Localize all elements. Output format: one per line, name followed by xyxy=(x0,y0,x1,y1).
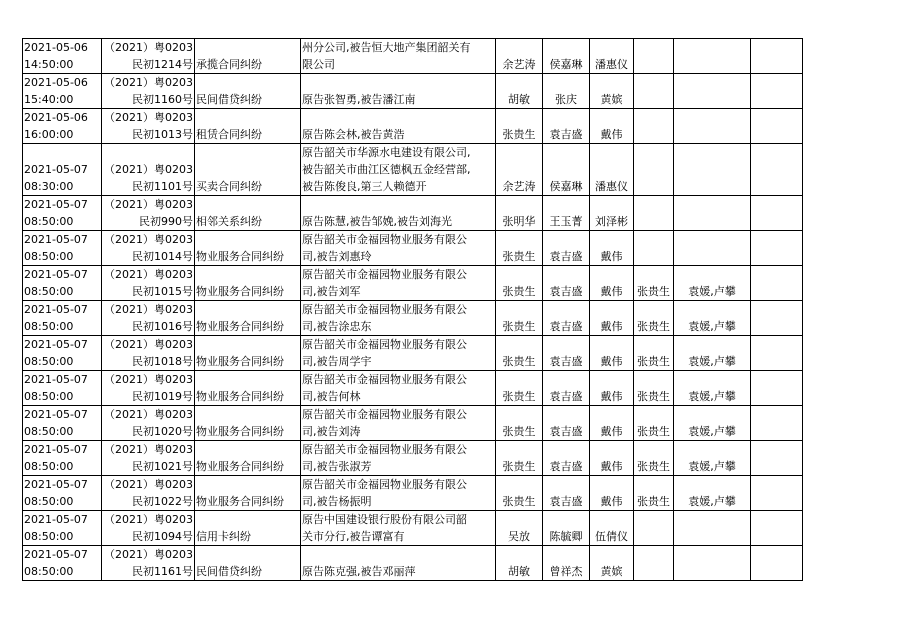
juror1-cell: 袁吉盛 xyxy=(543,231,590,266)
parties-cell: 原告韶关市金福园物业服务有限公 司,被告杨振明 xyxy=(301,476,496,511)
juror2-cell: 戴伟 xyxy=(590,406,634,441)
parties-cell: 原告韶关市华源水电建设有限公司, 被告韶关市曲江区德枫五金经营部, 被告陈俊良,第三人赖德开 xyxy=(301,144,496,196)
clerk-cell xyxy=(634,144,674,196)
judge-cell: 张贵生 xyxy=(496,476,543,511)
juror1-cell: 王玉菁 xyxy=(543,196,590,231)
juror2-cell: 戴伟 xyxy=(590,266,634,301)
extra1-cell xyxy=(674,144,751,196)
clerk-cell xyxy=(634,39,674,74)
table-row xyxy=(23,476,803,511)
table-row xyxy=(23,109,803,144)
extra2-cell xyxy=(751,144,803,196)
case-number-cell: （2021）粤0203 民初1013号 xyxy=(102,109,195,144)
extra1-cell: 袁媛,卢攀 xyxy=(674,406,751,441)
juror1-cell: 陈毓卿 xyxy=(543,511,590,546)
juror2-cell: 戴伟 xyxy=(590,371,634,406)
judge-cell: 张贵生 xyxy=(496,371,543,406)
clerk-cell xyxy=(634,74,674,109)
case-number-cell: （2021）粤0203 民初1014号 xyxy=(102,231,195,266)
clerk-cell: 张贵生 xyxy=(634,336,674,371)
cause-cell: 买卖合同纠纷 xyxy=(195,144,301,196)
extra2-cell xyxy=(751,371,803,406)
cause-cell: 物业服务合同纠纷 xyxy=(195,301,301,336)
extra1-cell: 袁媛,卢攀 xyxy=(674,336,751,371)
juror2-cell: 戴伟 xyxy=(590,336,634,371)
case-number-cell: （2021）粤0203 民初1015号 xyxy=(102,266,195,301)
table-row xyxy=(23,39,803,74)
clerk-cell xyxy=(634,109,674,144)
cause-cell: 物业服务合同纠纷 xyxy=(195,371,301,406)
cause-cell: 相邻关系纠纷 xyxy=(195,196,301,231)
hearing-schedule-table xyxy=(22,38,803,581)
time-cell: 2021-05-07 08:50:00 xyxy=(23,441,102,476)
judge-cell: 张贵生 xyxy=(496,266,543,301)
parties-cell: 原告陈会林,被告黄浩 xyxy=(301,109,496,144)
case-number-cell: （2021）粤0203 民初1019号 xyxy=(102,371,195,406)
clerk-cell: 张贵生 xyxy=(634,406,674,441)
time-cell: 2021-05-06 14:50:00 xyxy=(23,39,102,74)
parties-cell: 原告韶关市金福园物业服务有限公 司,被告周学宇 xyxy=(301,336,496,371)
extra1-cell: 袁媛,卢攀 xyxy=(674,476,751,511)
extra2-cell xyxy=(751,231,803,266)
time-cell: 2021-05-07 08:50:00 xyxy=(23,546,102,581)
case-number-cell: （2021）粤0203 民初1161号 xyxy=(102,546,195,581)
extra1-cell xyxy=(674,74,751,109)
case-number-cell: （2021）粤0203 民初1022号 xyxy=(102,476,195,511)
parties-cell: 原告韶关市金福园物业服务有限公 司,被告刘军 xyxy=(301,266,496,301)
parties-cell: 州分公司,被告恒大地产集团韶关有 限公司 xyxy=(301,39,496,74)
cause-cell: 民间借贷纠纷 xyxy=(195,546,301,581)
juror2-cell: 戴伟 xyxy=(590,301,634,336)
judge-cell: 张贵生 xyxy=(496,301,543,336)
juror2-cell: 伍倩仪 xyxy=(590,511,634,546)
juror1-cell: 袁吉盛 xyxy=(543,371,590,406)
judge-cell: 张贵生 xyxy=(496,441,543,476)
clerk-cell: 张贵生 xyxy=(634,266,674,301)
extra1-cell: 袁媛,卢攀 xyxy=(674,266,751,301)
extra2-cell xyxy=(751,74,803,109)
juror1-cell: 袁吉盛 xyxy=(543,266,590,301)
cause-cell: 物业服务合同纠纷 xyxy=(195,336,301,371)
extra2-cell xyxy=(751,109,803,144)
extra1-cell: 袁媛,卢攀 xyxy=(674,371,751,406)
parties-cell: 原告韶关市金福园物业服务有限公 司,被告涂忠东 xyxy=(301,301,496,336)
clerk-cell xyxy=(634,511,674,546)
juror1-cell: 袁吉盛 xyxy=(543,406,590,441)
table-row xyxy=(23,336,803,371)
time-cell: 2021-05-07 08:50:00 xyxy=(23,336,102,371)
juror1-cell: 侯嘉琳 xyxy=(543,144,590,196)
cause-cell: 民间借贷纠纷 xyxy=(195,74,301,109)
extra2-cell xyxy=(751,476,803,511)
cause-cell: 物业服务合同纠纷 xyxy=(195,406,301,441)
time-cell: 2021-05-06 15:40:00 xyxy=(23,74,102,109)
clerk-cell: 张贵生 xyxy=(634,441,674,476)
table-row xyxy=(23,231,803,266)
parties-cell: 原告中国建设银行股份有限公司韶 关市分行,被告谭富有 xyxy=(301,511,496,546)
table-row xyxy=(23,511,803,546)
table-row xyxy=(23,546,803,581)
cause-cell: 物业服务合同纠纷 xyxy=(195,476,301,511)
time-cell: 2021-05-07 08:50:00 xyxy=(23,511,102,546)
juror1-cell: 张庆 xyxy=(543,74,590,109)
judge-cell: 吴放 xyxy=(496,511,543,546)
table-row xyxy=(23,406,803,441)
juror2-cell: 潘惠仪 xyxy=(590,39,634,74)
juror2-cell: 刘泽彬 xyxy=(590,196,634,231)
case-number-cell: （2021）粤0203 民初990号 xyxy=(102,196,195,231)
juror1-cell: 袁吉盛 xyxy=(543,336,590,371)
extra2-cell xyxy=(751,301,803,336)
extra2-cell xyxy=(751,511,803,546)
parties-cell: 原告韶关市金福园物业服务有限公 司,被告刘惠玲 xyxy=(301,231,496,266)
extra1-cell xyxy=(674,196,751,231)
table-row xyxy=(23,301,803,336)
table-row xyxy=(23,74,803,109)
time-cell: 2021-05-07 08:50:00 xyxy=(23,371,102,406)
cause-cell: 承揽合同纠纷 xyxy=(195,39,301,74)
time-cell: 2021-05-07 08:50:00 xyxy=(23,406,102,441)
judge-cell: 余艺涛 xyxy=(496,144,543,196)
cause-cell: 物业服务合同纠纷 xyxy=(195,441,301,476)
cause-cell: 租赁合同纠纷 xyxy=(195,109,301,144)
judge-cell: 胡敏 xyxy=(496,74,543,109)
extra2-cell xyxy=(751,441,803,476)
extra1-cell xyxy=(674,511,751,546)
parties-cell: 原告陈克强,被告邓丽萍 xyxy=(301,546,496,581)
extra1-cell xyxy=(674,109,751,144)
juror2-cell: 黄嫔 xyxy=(590,546,634,581)
juror1-cell: 袁吉盛 xyxy=(543,109,590,144)
extra1-cell: 袁媛,卢攀 xyxy=(674,301,751,336)
extra2-cell xyxy=(751,406,803,441)
extra1-cell xyxy=(674,39,751,74)
parties-cell: 原告韶关市金福园物业服务有限公 司,被告何林 xyxy=(301,371,496,406)
judge-cell: 张贵生 xyxy=(496,231,543,266)
case-number-cell: （2021）粤0203 民初1020号 xyxy=(102,406,195,441)
parties-cell: 原告陈慧,被告邹娩,被告刘海光 xyxy=(301,196,496,231)
time-cell: 2021-05-07 08:50:00 xyxy=(23,196,102,231)
case-number-cell: （2021）粤0203 民初1018号 xyxy=(102,336,195,371)
clerk-cell xyxy=(634,196,674,231)
parties-cell: 原告韶关市金福园物业服务有限公 司,被告刘涛 xyxy=(301,406,496,441)
case-number-cell: （2021）粤0203 民初1101号 xyxy=(102,144,195,196)
judge-cell: 张贵生 xyxy=(496,336,543,371)
juror1-cell: 袁吉盛 xyxy=(543,441,590,476)
juror2-cell: 戴伟 xyxy=(590,441,634,476)
time-cell: 2021-05-07 08:50:00 xyxy=(23,476,102,511)
extra2-cell xyxy=(751,196,803,231)
clerk-cell xyxy=(634,231,674,266)
clerk-cell: 张贵生 xyxy=(634,371,674,406)
extra2-cell xyxy=(751,546,803,581)
time-cell: 2021-05-06 16:00:00 xyxy=(23,109,102,144)
clerk-cell xyxy=(634,546,674,581)
time-cell: 2021-05-07 08:30:00 xyxy=(23,144,102,196)
clerk-cell: 张贵生 xyxy=(634,301,674,336)
parties-cell: 原告韶关市金福园物业服务有限公 司,被告张淑芳 xyxy=(301,441,496,476)
clerk-cell: 张贵生 xyxy=(634,476,674,511)
table-row xyxy=(23,441,803,476)
extra1-cell xyxy=(674,546,751,581)
juror1-cell: 袁吉盛 xyxy=(543,476,590,511)
extra2-cell xyxy=(751,336,803,371)
case-number-cell: （2021）粤0203 民初1214号 xyxy=(102,39,195,74)
extra1-cell xyxy=(674,231,751,266)
juror2-cell: 戴伟 xyxy=(590,231,634,266)
juror2-cell: 潘惠仪 xyxy=(590,144,634,196)
time-cell: 2021-05-07 08:50:00 xyxy=(23,301,102,336)
juror1-cell: 袁吉盛 xyxy=(543,301,590,336)
cause-cell: 物业服务合同纠纷 xyxy=(195,266,301,301)
judge-cell: 余艺涛 xyxy=(496,39,543,74)
table-row xyxy=(23,371,803,406)
juror1-cell: 曾祥杰 xyxy=(543,546,590,581)
table-row xyxy=(23,266,803,301)
juror2-cell: 戴伟 xyxy=(590,109,634,144)
case-number-cell: （2021）粤0203 民初1016号 xyxy=(102,301,195,336)
extra2-cell xyxy=(751,266,803,301)
judge-cell: 张明华 xyxy=(496,196,543,231)
judge-cell: 胡敏 xyxy=(496,546,543,581)
cause-cell: 信用卡纠纷 xyxy=(195,511,301,546)
table-row xyxy=(23,144,803,196)
judge-cell: 张贵生 xyxy=(496,109,543,144)
case-number-cell: （2021）粤0203 民初1094号 xyxy=(102,511,195,546)
judge-cell: 张贵生 xyxy=(496,406,543,441)
extra1-cell: 袁媛,卢攀 xyxy=(674,441,751,476)
cause-cell: 物业服务合同纠纷 xyxy=(195,231,301,266)
juror2-cell: 黄嫔 xyxy=(590,74,634,109)
time-cell: 2021-05-07 08:50:00 xyxy=(23,231,102,266)
juror2-cell: 戴伟 xyxy=(590,476,634,511)
time-cell: 2021-05-07 08:50:00 xyxy=(23,266,102,301)
extra2-cell xyxy=(751,39,803,74)
parties-cell: 原告张智勇,被告潘江南 xyxy=(301,74,496,109)
juror1-cell: 侯嘉琳 xyxy=(543,39,590,74)
case-number-cell: （2021）粤0203 民初1160号 xyxy=(102,74,195,109)
table-row xyxy=(23,196,803,231)
case-number-cell: （2021）粤0203 民初1021号 xyxy=(102,441,195,476)
